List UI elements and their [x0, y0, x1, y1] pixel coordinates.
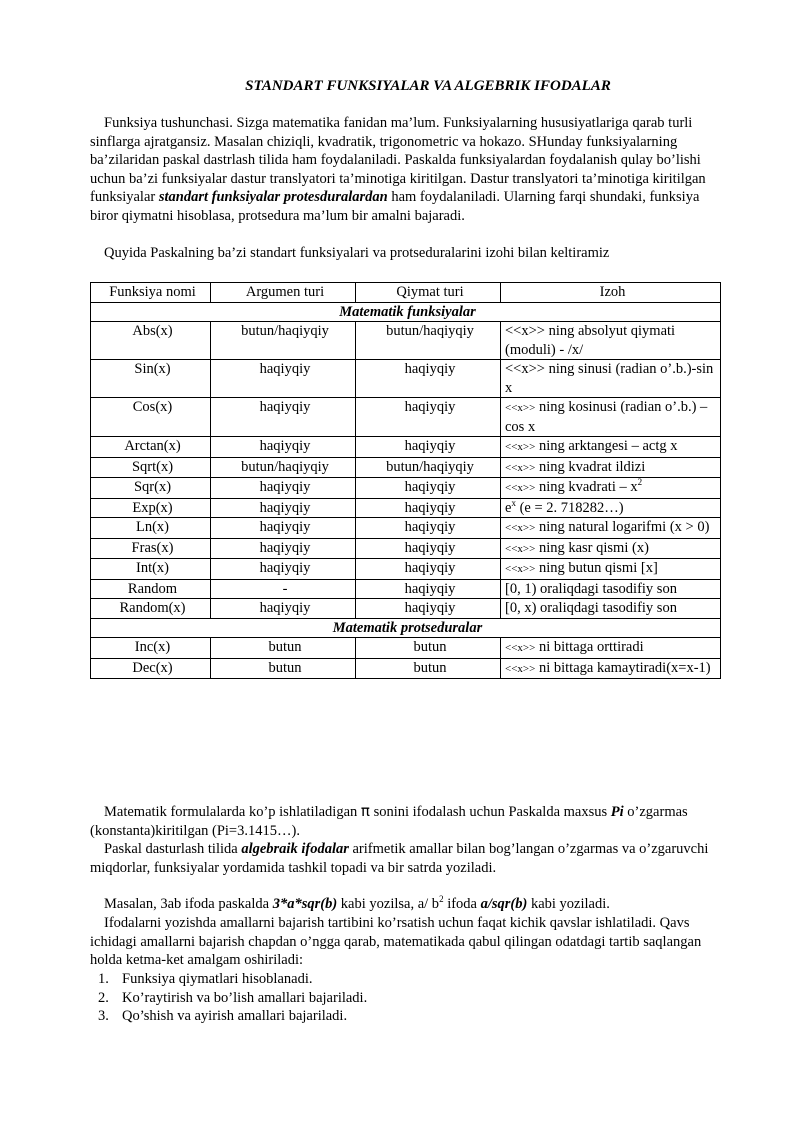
argument-type-cell: haqiyqiy	[211, 599, 356, 619]
alg-text-b: arifmetik amallar bilan bog’langan o’zgarmas va o’zgaruvchi miqdorlar, funksiyalar yordamida tashkil topadi va bir satrda yoziladi.	[90, 841, 709, 876]
value-type-cell: haqiyqiy	[356, 518, 501, 539]
ex-text-d: kabi yoziladi.	[527, 896, 610, 912]
argument-type-cell: butun	[211, 658, 356, 679]
ex-superscript: 2	[439, 894, 444, 905]
description-text: ni bittaga orttiradi	[535, 639, 644, 655]
function-name-cell: Abs(x)	[91, 322, 211, 360]
table-row	[91, 538, 721, 559]
description-text: ning natural logarifmi (x > 0)	[535, 519, 710, 535]
ex-text-c: ifoda	[443, 896, 481, 912]
function-name-cell: Fras(x)	[91, 538, 211, 559]
argument-type-cell: haqiyqiy	[211, 437, 356, 458]
description-text: ni bittaga kamaytiradi(x=x-1)	[535, 659, 711, 676]
argument-type-cell: -	[211, 579, 356, 599]
description-text: [0, 1) oraliqdagi tasodifiy son	[505, 580, 677, 597]
description-text: ning kasr qismi (x)	[535, 539, 649, 556]
description-cell	[501, 559, 721, 580]
intro-bold-term: standart funksiyalar protesduralardan	[158, 189, 388, 205]
description-tail: (e = 2. 718282…)	[515, 499, 624, 516]
procedures-rows	[91, 638, 721, 679]
value-type-cell: butun/haqiyqiy	[356, 457, 501, 478]
intro-lead-paragraph: Quyida Paskalning ba’zi standart funksiyalari va protseduralarini izohi bilan keltiramiz	[104, 245, 610, 261]
section-row	[91, 618, 721, 638]
value-type-cell: haqiyqiy	[356, 360, 501, 398]
value-type-cell: haqiyqiy	[356, 398, 501, 437]
description-text: ning kvadrati – x	[535, 479, 638, 495]
header-cell: Argumen turi	[211, 283, 356, 303]
list-item: 1. Funksiya qiymatlari hisoblanadi.	[98, 971, 313, 987]
page-title: STANDART FUNKSIYALAR VA ALGEBRIK IFODALAR	[245, 78, 611, 94]
description-cell	[501, 538, 721, 559]
description-cell	[501, 658, 721, 679]
function-name-cell: Sin(x)	[91, 360, 211, 398]
argument-type-cell: haqiyqiy	[211, 518, 356, 539]
value-type-cell: butun	[356, 638, 501, 659]
argument-type-cell: butun/haqiyqiy	[211, 322, 356, 360]
variable-marker: <<x>>	[505, 662, 536, 675]
table-row	[91, 518, 721, 539]
value-type-cell: butun/haqiyqiy	[356, 322, 501, 360]
argument-type-cell: haqiyqiy	[211, 398, 356, 437]
description-text: ning absolyut qiymati (moduli) - /x/	[505, 323, 676, 358]
pi-constant: Pi	[610, 804, 624, 820]
value-type-cell: haqiyqiy	[356, 579, 501, 599]
description-cell	[501, 360, 721, 398]
table-row	[91, 398, 721, 437]
section-title: Matematik protseduralar	[91, 618, 721, 638]
ex-formula-2: a/sqr(b)	[480, 896, 528, 912]
description-text: ning arktangesi – actg x	[535, 438, 678, 454]
functions-rows	[91, 322, 721, 619]
function-name-cell: Ln(x)	[91, 518, 211, 539]
value-type-cell: haqiyqiy	[356, 437, 501, 458]
ex-text-b: kabi yozilsa, a/ b	[337, 896, 440, 912]
function-name-cell: Cos(x)	[91, 398, 211, 437]
functions-table	[90, 282, 721, 679]
variable-marker: <<x>>	[505, 402, 536, 414]
argument-type-cell: haqiyqiy	[211, 559, 356, 580]
header-cell: Funksiya nomi	[91, 283, 211, 303]
value-type-cell: haqiyqiy	[356, 599, 501, 619]
value-type-cell: haqiyqiy	[356, 559, 501, 580]
superscript: 2	[637, 477, 643, 488]
value-type-cell: haqiyqiy	[356, 498, 501, 518]
pi-text-a: Matematik formulalarda ko’p ishlatiladigan	[104, 804, 361, 820]
description-text: ning kvadrat ildizi	[535, 458, 646, 475]
value-type-cell: haqiyqiy	[356, 538, 501, 559]
pi-text-b: sonini ifodalash uchun Paskalda maxsus	[369, 804, 611, 820]
variable-marker: <<x>>	[505, 542, 536, 555]
alg-text-a: Paskal dasturlash tilida	[104, 841, 242, 857]
intro-paragraph	[90, 114, 730, 225]
pi-symbol: π	[360, 802, 370, 820]
function-name-cell: Int(x)	[91, 559, 211, 580]
section-row	[91, 302, 721, 322]
function-name-cell: Random	[91, 579, 211, 599]
function-name-cell: Sqr(x)	[91, 478, 211, 499]
superscript: x	[511, 497, 516, 508]
function-name-cell: Sqrt(x)	[91, 457, 211, 478]
table-row	[91, 658, 721, 679]
variable-marker: <<x>>	[505, 642, 536, 654]
table-row	[91, 457, 721, 478]
description-text: [0, x) oraliqdagi tasodifiy son	[505, 600, 677, 616]
table-row	[91, 498, 721, 518]
ex-text-a: Masalan, 3ab ifoda paskalda	[104, 896, 273, 912]
variable-marker: <<x>>	[505, 441, 536, 453]
variable-marker: <<x>>	[505, 522, 536, 534]
function-name-cell: Inc(x)	[91, 638, 211, 659]
table-row	[91, 599, 721, 619]
description-cell	[501, 322, 721, 360]
description-cell	[501, 518, 721, 539]
intro-text-b: ham foydalaniladi. Ularning farqi shundaki, funksiya biror qiymatni hisoblasa, protsedura ma’lum bir amalni bajaradi.	[90, 189, 700, 224]
alg-term: algebraik ifodalar	[241, 841, 349, 857]
steps-list	[90, 970, 730, 1026]
ex-formula-1: 3*a*sqr(b)	[272, 896, 338, 912]
table-row	[91, 360, 721, 398]
header-cell: Izoh	[501, 283, 721, 303]
argument-type-cell: butun	[211, 638, 356, 659]
argument-type-cell: haqiyqiy	[211, 360, 356, 398]
argument-type-cell: haqiyqiy	[211, 538, 356, 559]
order-paragraph: Ifodalarni yozishda amallarni bajarish tartibini ko’rsatish uchun faqat kichik qavslar ishlatiladi. Qavs ichidagi amallarni bajarish chapdan o’ngga qarab, matematikada qabul qilingan odatdagi tartib saqlangan holda ketma-ket amalgam oshiriladi:	[90, 915, 702, 968]
variable-marker: <<x>>	[505, 563, 536, 575]
value-type-cell: haqiyqiy	[356, 478, 501, 499]
section-title: Matematik funksiyalar	[91, 302, 721, 322]
description-cell	[501, 579, 721, 599]
argument-type-cell: butun/haqiyqiy	[211, 457, 356, 478]
description-text: e	[505, 499, 512, 516]
table-row	[91, 579, 721, 599]
algebraic-paragraph	[90, 840, 730, 877]
description-text: ning sinusi (radian o’.b.)-sin x	[505, 361, 714, 396]
table-row	[91, 638, 721, 659]
argument-type-cell: haqiyqiy	[211, 478, 356, 499]
table-header-row	[91, 283, 721, 303]
argument-type-cell: haqiyqiy	[211, 498, 356, 518]
table-row	[91, 478, 721, 499]
description-cell	[501, 478, 721, 499]
description-text: ning kosinusi (radian o’.b.) – cos x	[505, 399, 708, 435]
function-name-cell: Arctan(x)	[91, 437, 211, 458]
description-cell	[501, 638, 721, 659]
variable-marker: <<x>>	[505, 461, 536, 474]
table-row	[91, 322, 721, 360]
function-name-cell: Exp(x)	[91, 498, 211, 518]
description-cell	[501, 437, 721, 458]
value-type-cell: butun	[356, 658, 501, 679]
table-row	[91, 437, 721, 458]
description-cell	[501, 457, 721, 478]
function-name-cell: Random(x)	[91, 599, 211, 619]
example-paragraph	[90, 895, 730, 914]
description-text: ning butun qismi [x]	[535, 560, 658, 576]
pi-text-c: o’zgarmas (konstanta)kiritilgan (Pi=3.1415…).	[90, 804, 688, 839]
description-cell	[501, 398, 721, 437]
table-row	[91, 559, 721, 580]
pi-paragraph	[90, 802, 730, 840]
variable-marker: <<x>>	[505, 323, 545, 339]
intro-text-a: Funksiya tushunchasi. Sizga matematika fanidan ma’lum. Funksiyalarning hususiyatlariga qarab turli sinflarga ajratgansiz. Masalan chiziqli, kvadratik, trigonometric va hokazo. SHunday funksiyalarning ba’zilaridan paskal dastrlash tilida ham foydalaniladi. Paskalda funksiyalardan foydalanish qulay bo’lishi uchun ba’zi funksiyalar dastur translyatori ta’minotiga kiritilgan. Dastur translyatori ta’minotiga kiritilgan funksiyalar	[90, 115, 706, 205]
list-item: 3. Qo’shish va ayirish amallari bajariladi.	[98, 1008, 348, 1024]
header-cell: Qiymat turi	[356, 283, 501, 303]
description-cell	[501, 599, 721, 619]
list-item: 2. Ko’raytirish va bo’lish amallari bajariladi.	[98, 989, 368, 1006]
variable-marker: <<x>>	[505, 361, 545, 377]
description-cell	[501, 498, 721, 518]
variable-marker: <<x>>	[505, 482, 536, 494]
function-name-cell: Dec(x)	[91, 658, 211, 679]
